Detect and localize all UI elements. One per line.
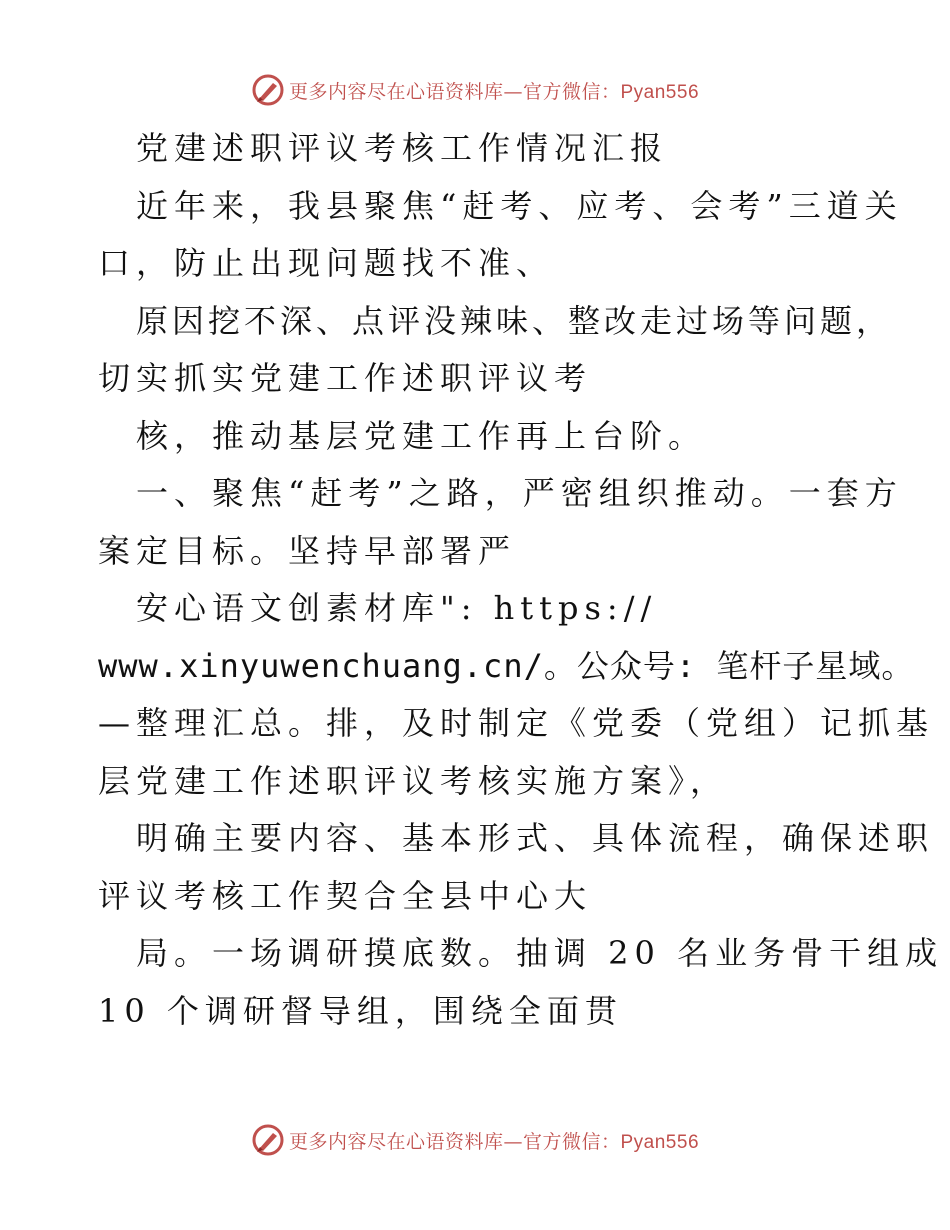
header-watermark — [0, 72, 950, 108]
paragraph-line: 切实抓实党建工作述职评议考 — [98, 359, 593, 397]
website-line: www.xinyuwenchuang.cn/。公众号: 笔杆子星域。 — [98, 646, 915, 685]
paragraph-line: 近年来，我县聚焦“赶考、应考、会考”三道关 — [136, 186, 903, 225]
document-body — [98, 120, 944, 1040]
paragraph-line: 局。一场调研摸底数。抽调 20 名业务骨干组成 — [136, 934, 944, 972]
paragraph-line: 安心语文创素材库": https:// — [136, 589, 658, 627]
section-heading-line: 一、聚焦“赶考”之路，严密组织推动。一套方 — [136, 474, 903, 512]
document-title: 党建述职评议考核工作情况汇报 — [136, 129, 669, 167]
paragraph-line: 明确主要内容、基本形式、具体流程，确保述职 — [136, 819, 935, 857]
watermark-text: 更多内容尽在心语资料库—官方微信：Pyan556 — [288, 1130, 700, 1153]
paragraph-line: 核，推动基层党建工作再上台阶。 — [136, 416, 707, 455]
watermark-text: 更多内容尽在心语资料库—官方微信：Pyan556 — [288, 80, 700, 103]
paragraph-line: 原因挖不深、点评没辣味、整改走过场等问题， — [136, 301, 893, 340]
paragraph-line: 10 个调研督导组，围绕全面贯 — [98, 991, 623, 1030]
paragraph-line: 案定目标。坚持早部署严 — [98, 531, 517, 570]
pen-logo-icon — [251, 1123, 285, 1157]
paragraph-line: 层党建工作述职评议考核实施方案》， — [98, 761, 729, 800]
pen-logo-icon — [251, 73, 285, 107]
paragraph-line: —整理汇总。排，及时制定《党委（党组）记抓基 — [98, 704, 935, 742]
paragraph-line: 口，防止出现问题找不准、 — [98, 244, 555, 282]
footer-watermark — [0, 1122, 950, 1158]
paragraph-line: 评议考核工作契合全县中心大 — [98, 876, 593, 915]
